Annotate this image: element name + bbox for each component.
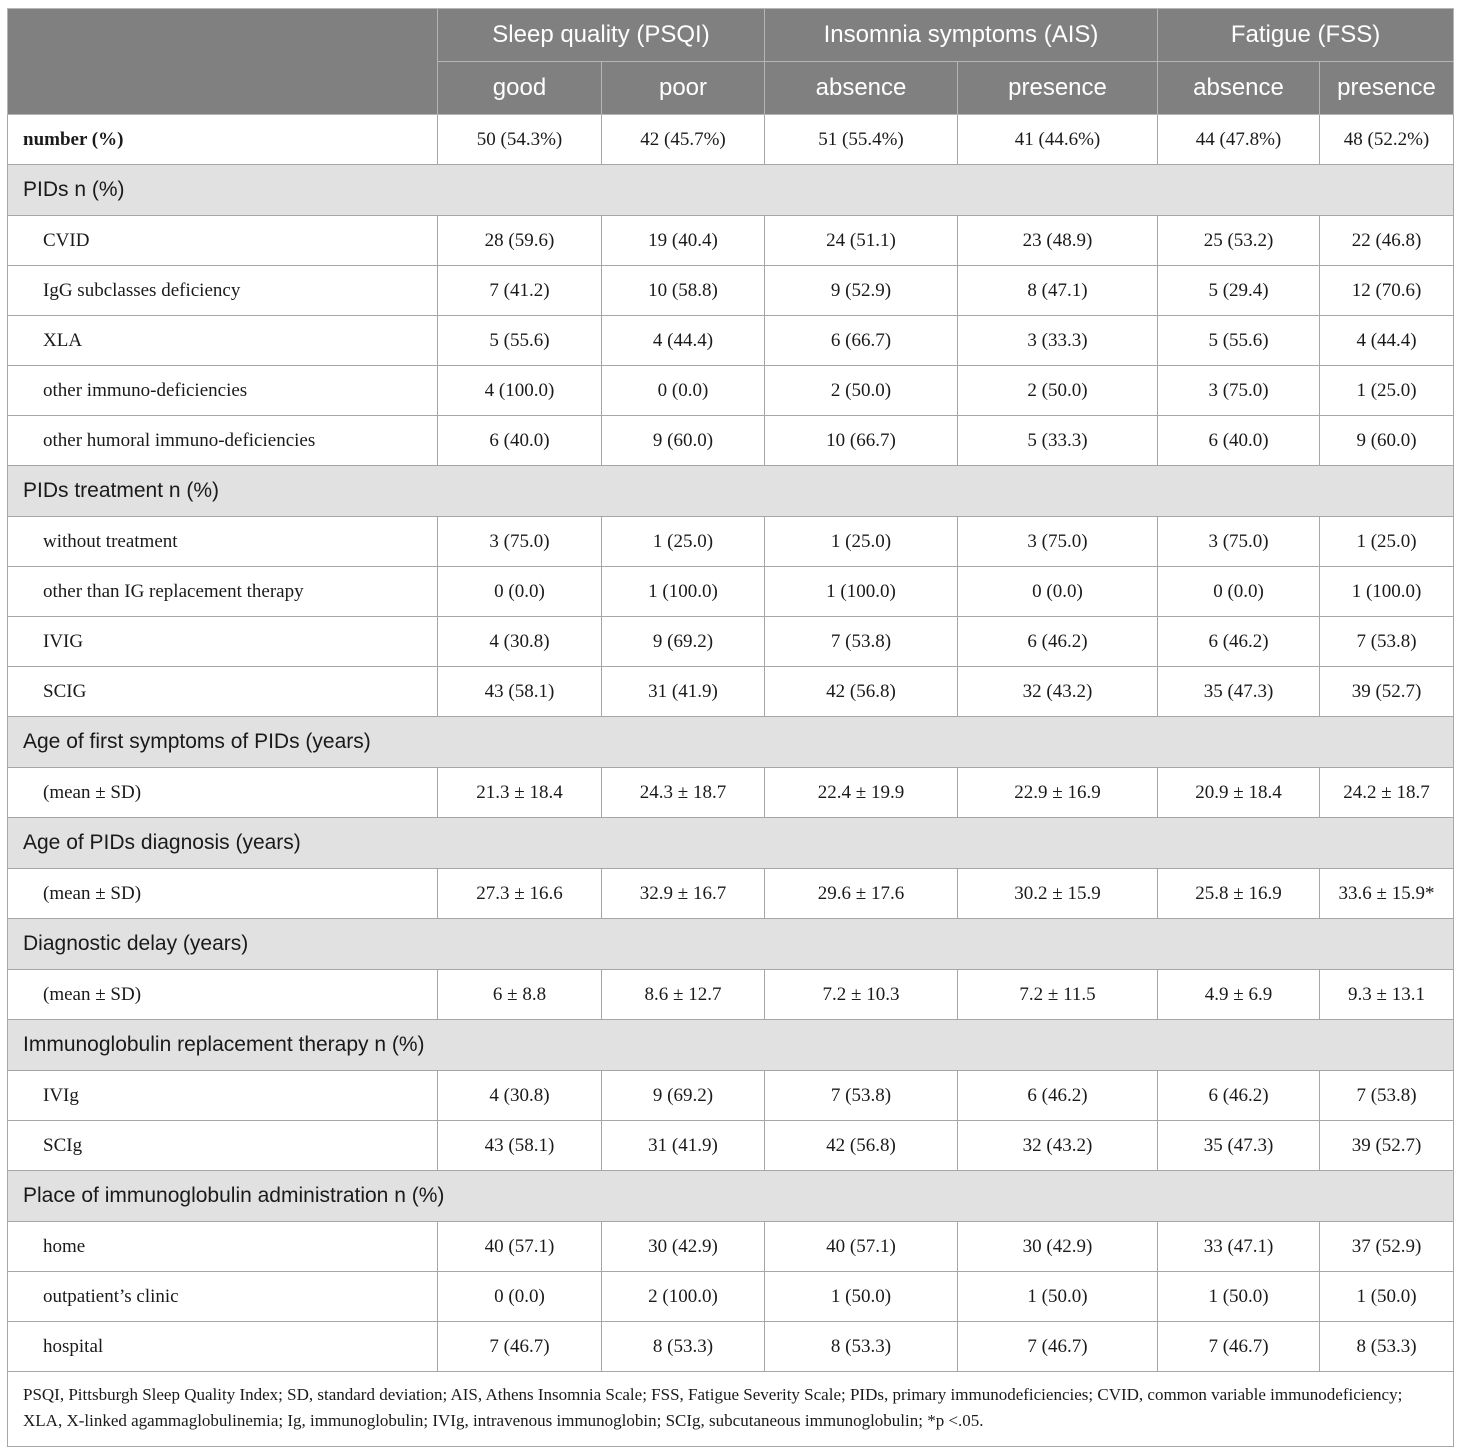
header-subcolumn: absence <box>1158 62 1320 115</box>
table-cell: 40 (57.1) <box>765 1222 958 1272</box>
table-row <box>8 517 1454 567</box>
table-cell: 25 (53.2) <box>1158 216 1320 266</box>
table-cell: 1 (25.0) <box>602 517 765 567</box>
table-cell: 43 (58.1) <box>438 667 602 717</box>
table-cell: 1 (100.0) <box>765 567 958 617</box>
table-header <box>8 9 1454 115</box>
table-footer <box>8 1372 1454 1447</box>
table-cell: 3 (75.0) <box>958 517 1158 567</box>
table-cell: 37 (52.9) <box>1320 1222 1454 1272</box>
section-title: Age of first symptoms of PIDs (years) <box>8 717 1454 768</box>
table-cell: 8 (53.3) <box>1320 1322 1454 1372</box>
table-cell: 0 (0.0) <box>438 1272 602 1322</box>
section-title: PIDs treatment n (%) <box>8 466 1454 517</box>
header-corner-cell <box>8 9 438 115</box>
table-cell: 7 (46.7) <box>438 1322 602 1372</box>
row-label: IVIG <box>8 617 438 667</box>
table-cell: 4 (44.4) <box>1320 316 1454 366</box>
table-cell: 51 (55.4%) <box>765 115 958 165</box>
section-header-row <box>8 466 1454 517</box>
header-subcolumn: presence <box>1320 62 1454 115</box>
table-cell: 40 (57.1) <box>438 1222 602 1272</box>
table-cell: 0 (0.0) <box>438 567 602 617</box>
table-row <box>8 667 1454 717</box>
table-cell: 0 (0.0) <box>602 366 765 416</box>
table-cell: 4 (100.0) <box>438 366 602 416</box>
table-cell: 32.9 ± 16.7 <box>602 869 765 919</box>
header-group-fss: Fatigue (FSS) <box>1158 9 1454 62</box>
table-cell: 9.3 ± 13.1 <box>1320 970 1454 1020</box>
section-header-row <box>8 717 1454 768</box>
row-label: (mean ± SD) <box>8 768 438 818</box>
row-label: other than IG replacement therapy <box>8 567 438 617</box>
section-header-row <box>8 1171 1454 1222</box>
results-table <box>7 8 1454 1447</box>
table-row <box>8 1272 1454 1322</box>
table-cell: 32 (43.2) <box>958 1121 1158 1171</box>
section-title: PIDs n (%) <box>8 165 1454 216</box>
table-cell: 1 (25.0) <box>1320 517 1454 567</box>
table-cell: 10 (66.7) <box>765 416 958 466</box>
table-cell: 3 (75.0) <box>1158 517 1320 567</box>
row-label: SCIG <box>8 667 438 717</box>
table-cell: 24.3 ± 18.7 <box>602 768 765 818</box>
table-row <box>8 316 1454 366</box>
table-cell: 41 (44.6%) <box>958 115 1158 165</box>
table-cell: 4 (44.4) <box>602 316 765 366</box>
table-cell: 9 (60.0) <box>602 416 765 466</box>
table-container <box>7 8 1453 1447</box>
table-cell: 9 (69.2) <box>602 617 765 667</box>
table-cell: 8 (53.3) <box>765 1322 958 1372</box>
table-cell: 32 (43.2) <box>958 667 1158 717</box>
row-label: outpatient’s clinic <box>8 1272 438 1322</box>
table-row <box>8 366 1454 416</box>
table-cell: 6 (46.2) <box>1158 1071 1320 1121</box>
table-cell: 33.6 ± 15.9* <box>1320 869 1454 919</box>
table-cell: 43 (58.1) <box>438 1121 602 1171</box>
row-label: SCIg <box>8 1121 438 1171</box>
footnote-row <box>8 1372 1454 1447</box>
table-cell: 1 (50.0) <box>765 1272 958 1322</box>
table-cell: 6 (66.7) <box>765 316 958 366</box>
table-cell: 30 (42.9) <box>602 1222 765 1272</box>
table-cell: 28 (59.6) <box>438 216 602 266</box>
table-row <box>8 216 1454 266</box>
row-label: IgG subclasses deficiency <box>8 266 438 316</box>
table-row <box>8 1322 1454 1372</box>
table-cell: 9 (60.0) <box>1320 416 1454 466</box>
table-cell: 3 (33.3) <box>958 316 1158 366</box>
table-cell: 33 (47.1) <box>1158 1222 1320 1272</box>
section-header-row <box>8 818 1454 869</box>
table-cell: 30.2 ± 15.9 <box>958 869 1158 919</box>
row-label: (mean ± SD) <box>8 970 438 1020</box>
table-cell: 7 (53.8) <box>765 1071 958 1121</box>
footnote: PSQI, Pittsburgh Sleep Quality Index; SD, standard deviation; AIS, Athens Insomnia Scale; FSS, Fatigue Severity Scale; PIDs, primary immunodeficiencies; CVID, common variable immunodeficiency; XLA, X-linked agammaglobulinemia; Ig, immunoglobulin; IVIg, intravenous immunoglobin; SCIg, subcutaneous immunoglobulin; *p <.05. <box>8 1372 1454 1447</box>
table-cell: 35 (47.3) <box>1158 667 1320 717</box>
table-cell: 1 (25.0) <box>1320 366 1454 416</box>
table-cell: 29.6 ± 17.6 <box>765 869 958 919</box>
table-cell: 24 (51.1) <box>765 216 958 266</box>
table-cell: 1 (25.0) <box>765 517 958 567</box>
header-subcolumn: presence <box>958 62 1158 115</box>
table-cell: 39 (52.7) <box>1320 667 1454 717</box>
table-cell: 0 (0.0) <box>1158 567 1320 617</box>
section-header-row <box>8 919 1454 970</box>
row-label: IVIg <box>8 1071 438 1121</box>
table-cell: 4.9 ± 6.9 <box>1158 970 1320 1020</box>
table-cell: 8 (53.3) <box>602 1322 765 1372</box>
table-cell: 7 (46.7) <box>1158 1322 1320 1372</box>
row-label: CVID <box>8 216 438 266</box>
table-cell: 7 (53.8) <box>1320 1071 1454 1121</box>
table-cell: 9 (52.9) <box>765 266 958 316</box>
table-cell: 6 ± 8.8 <box>438 970 602 1020</box>
table-cell: 30 (42.9) <box>958 1222 1158 1272</box>
table-cell: 42 (45.7%) <box>602 115 765 165</box>
table-cell: 6 (46.2) <box>1158 617 1320 667</box>
row-label: other humoral immuno-deficiencies <box>8 416 438 466</box>
table-row <box>8 768 1454 818</box>
table-cell: 25.8 ± 16.9 <box>1158 869 1320 919</box>
section-header-row <box>8 165 1454 216</box>
table-cell: 7 (53.8) <box>1320 617 1454 667</box>
table-cell: 21.3 ± 18.4 <box>438 768 602 818</box>
table-cell: 23 (48.9) <box>958 216 1158 266</box>
table-cell: 2 (50.0) <box>765 366 958 416</box>
table-cell: 1 (50.0) <box>1320 1272 1454 1322</box>
header-group-ais: Insomnia symptoms (AIS) <box>765 9 1158 62</box>
table-cell: 20.9 ± 18.4 <box>1158 768 1320 818</box>
section-title: Age of PIDs diagnosis (years) <box>8 818 1454 869</box>
table-cell: 9 (69.2) <box>602 1071 765 1121</box>
section-title: Place of immunoglobulin administration n (%) <box>8 1171 1454 1222</box>
header-group-row <box>8 9 1454 62</box>
section-title: Immunoglobulin replacement therapy n (%) <box>8 1020 1454 1071</box>
header-subcolumn: absence <box>765 62 958 115</box>
row-label: number (%) <box>8 115 438 165</box>
row-label: without treatment <box>8 517 438 567</box>
table-cell: 5 (33.3) <box>958 416 1158 466</box>
table-cell: 3 (75.0) <box>1158 366 1320 416</box>
table-cell: 5 (29.4) <box>1158 266 1320 316</box>
table-cell: 1 (50.0) <box>958 1272 1158 1322</box>
table-cell: 42 (56.8) <box>765 667 958 717</box>
row-label: hospital <box>8 1322 438 1372</box>
table-cell: 7 (53.8) <box>765 617 958 667</box>
header-subcolumn: good <box>438 62 602 115</box>
table-cell: 6 (40.0) <box>438 416 602 466</box>
row-label: home <box>8 1222 438 1272</box>
table-cell: 6 (46.2) <box>958 617 1158 667</box>
row-label: (mean ± SD) <box>8 869 438 919</box>
table-row <box>8 617 1454 667</box>
section-header-row <box>8 1020 1454 1071</box>
table-row <box>8 1071 1454 1121</box>
table-cell: 8.6 ± 12.7 <box>602 970 765 1020</box>
table-cell: 1 (50.0) <box>1158 1272 1320 1322</box>
table-cell: 19 (40.4) <box>602 216 765 266</box>
header-subcolumn: poor <box>602 62 765 115</box>
table-cell: 22 (46.8) <box>1320 216 1454 266</box>
table-cell: 22.4 ± 19.9 <box>765 768 958 818</box>
table-cell: 22.9 ± 16.9 <box>958 768 1158 818</box>
table-row <box>8 869 1454 919</box>
row-label: other immuno-deficiencies <box>8 366 438 416</box>
number-row <box>8 115 1454 165</box>
table-cell: 27.3 ± 16.6 <box>438 869 602 919</box>
table-cell: 42 (56.8) <box>765 1121 958 1171</box>
table-row <box>8 567 1454 617</box>
table-cell: 7.2 ± 11.5 <box>958 970 1158 1020</box>
table-cell: 3 (75.0) <box>438 517 602 567</box>
table-row <box>8 266 1454 316</box>
table-cell: 7.2 ± 10.3 <box>765 970 958 1020</box>
section-title: Diagnostic delay (years) <box>8 919 1454 970</box>
table-cell: 0 (0.0) <box>958 567 1158 617</box>
table-cell: 31 (41.9) <box>602 1121 765 1171</box>
table-cell: 1 (100.0) <box>1320 567 1454 617</box>
table-cell: 10 (58.8) <box>602 266 765 316</box>
table-cell: 8 (47.1) <box>958 266 1158 316</box>
table-body <box>8 115 1454 1372</box>
table-row <box>8 1222 1454 1272</box>
row-label: XLA <box>8 316 438 366</box>
table-cell: 4 (30.8) <box>438 1071 602 1121</box>
table-cell: 6 (40.0) <box>1158 416 1320 466</box>
table-cell: 6 (46.2) <box>958 1071 1158 1121</box>
table-cell: 31 (41.9) <box>602 667 765 717</box>
table-cell: 48 (52.2%) <box>1320 115 1454 165</box>
table-cell: 44 (47.8%) <box>1158 115 1320 165</box>
table-cell: 5 (55.6) <box>1158 316 1320 366</box>
table-cell: 2 (100.0) <box>602 1272 765 1322</box>
header-group-psqi: Sleep quality (PSQI) <box>438 9 765 62</box>
table-cell: 4 (30.8) <box>438 617 602 667</box>
table-cell: 7 (46.7) <box>958 1322 1158 1372</box>
table-cell: 39 (52.7) <box>1320 1121 1454 1171</box>
table-cell: 7 (41.2) <box>438 266 602 316</box>
table-row <box>8 970 1454 1020</box>
table-cell: 24.2 ± 18.7 <box>1320 768 1454 818</box>
table-row <box>8 1121 1454 1171</box>
table-cell: 2 (50.0) <box>958 366 1158 416</box>
table-cell: 35 (47.3) <box>1158 1121 1320 1171</box>
table-cell: 5 (55.6) <box>438 316 602 366</box>
table-cell: 1 (100.0) <box>602 567 765 617</box>
table-row <box>8 416 1454 466</box>
table-cell: 12 (70.6) <box>1320 266 1454 316</box>
table-cell: 50 (54.3%) <box>438 115 602 165</box>
